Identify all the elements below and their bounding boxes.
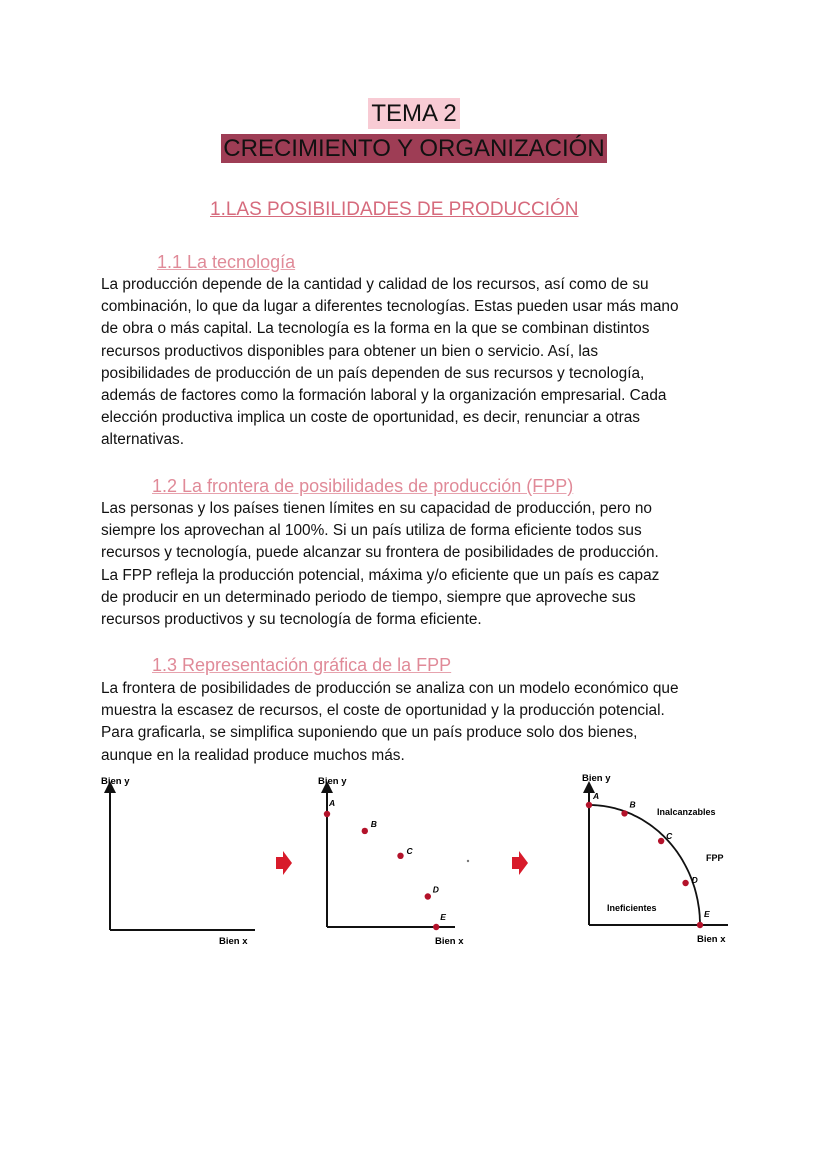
point-label-b: B bbox=[370, 818, 377, 829]
text-line: recursos productivos disponibles para obtener un bien o servicio. Así, las bbox=[101, 342, 599, 360]
region-label-inalcanzables: Inalcanzables bbox=[657, 807, 716, 817]
main-title-text: CRECIMIENTO Y ORGANIZACIÓN bbox=[223, 135, 605, 162]
text-line: alternativas. bbox=[101, 431, 184, 449]
text-line: La frontera de posibilidades de producción se analiza con un modelo económico que bbox=[101, 680, 679, 697]
text-line: posibilidades de producción de un país dependen de sus recursos y tecnología, bbox=[101, 364, 645, 382]
y-axis-label: Bien y bbox=[318, 776, 347, 787]
point-label-b: B bbox=[629, 799, 636, 810]
curve-label-fpp: FPP bbox=[706, 853, 724, 863]
point-label-a: A bbox=[593, 791, 600, 801]
paragraph-tecnologia bbox=[101, 274, 741, 452]
text-line: recursos productivos y su tecnología de forma eficiente. bbox=[101, 611, 482, 629]
point-label-e: E bbox=[704, 909, 710, 919]
stray-dot bbox=[467, 860, 469, 862]
point-label-d: D bbox=[691, 875, 698, 885]
data-point-b bbox=[621, 810, 627, 816]
section-title: 1.LAS POSIBILIDADES DE PRODUCCIÓN bbox=[210, 199, 579, 220]
subsection-title-fpp: 1.2 La frontera de posibilidades de producción (FPP) bbox=[152, 476, 574, 496]
tema-heading bbox=[0, 100, 828, 128]
data-point-e bbox=[697, 922, 703, 928]
subsection-title-grafica: 1.3 Representación gráfica de la FPP bbox=[152, 655, 452, 675]
x-axis-label: Bien x bbox=[219, 936, 248, 947]
text-line: combinación, lo que da lugar a diferentes tecnologías. Estas pueden usar más mano bbox=[101, 298, 679, 316]
data-point-a bbox=[324, 811, 330, 817]
data-point-d bbox=[682, 880, 688, 886]
text-line: de producir en un determinado periodo de tiempo, siempre que aproveche sus bbox=[101, 588, 636, 606]
text-line: de obra o más capital. La tecnología es la forma en la que se combinan distintos bbox=[101, 320, 650, 338]
text-line: aunque en la realidad produce muchos más. bbox=[101, 746, 405, 764]
paragraph-grafica bbox=[101, 678, 741, 767]
right-arrow-icon bbox=[276, 851, 292, 875]
point-label-c: C bbox=[666, 831, 673, 841]
point-label-e: E bbox=[440, 912, 446, 922]
text-line: elección productiva implica un coste de oportunidad, es decir, renunciar a otras bbox=[101, 409, 640, 427]
right-arrow-icon bbox=[512, 851, 528, 875]
text-line: La producción depende de la cantidad y calidad de los recursos, así como de su bbox=[101, 276, 649, 293]
point-label-c: C bbox=[406, 845, 413, 856]
text-line: Las personas y los países tienen límites en su capacidad de producción, pero no bbox=[101, 500, 652, 517]
point-label-a: A bbox=[329, 798, 336, 808]
text-line: muestra la escasez de recursos, el coste de oportunidad y la producción potencial. bbox=[101, 702, 665, 720]
tema-label: TEMA 2 bbox=[368, 98, 459, 129]
text-line: Para graficarla, se simplifica suponiendo que un país produce solo dos bienes, bbox=[101, 724, 638, 742]
data-point-a bbox=[586, 802, 592, 808]
data-point-c bbox=[397, 853, 403, 859]
paragraph-fpp bbox=[101, 498, 741, 631]
x-axis-label: Bien x bbox=[435, 936, 464, 947]
data-point-e bbox=[433, 924, 439, 930]
y-axis-label: Bien y bbox=[101, 776, 130, 787]
data-point-b bbox=[362, 828, 368, 834]
y-axis-label: Bien y bbox=[582, 773, 611, 784]
region-label-ineficientes: Ineficientes bbox=[607, 903, 657, 913]
chart-empty-axes bbox=[101, 776, 255, 947]
fpp-figures bbox=[0, 765, 828, 955]
main-title bbox=[0, 135, 828, 163]
chart-points bbox=[318, 776, 464, 947]
chart-fpp-curve bbox=[582, 773, 728, 945]
subsection-title-tecnologia: 1.1 La tecnología bbox=[157, 252, 296, 272]
text-line: siempre los aprovechan al 100%. Si un país utiliza de forma eficiente todos sus bbox=[101, 522, 642, 540]
text-line: recursos y tecnología, puede alcanzar su frontera de posibilidades de producción. bbox=[101, 544, 659, 562]
data-point-c bbox=[658, 838, 664, 844]
text-line: además de factores como la formación laboral y la organización empresarial. Cada bbox=[101, 387, 667, 405]
x-axis-label: Bien x bbox=[697, 934, 726, 945]
text-line: La FPP refleja la producción potencial, máxima y/o eficiente que un país es capaz bbox=[101, 566, 660, 584]
point-label-d: D bbox=[432, 884, 439, 895]
data-point-d bbox=[425, 893, 431, 899]
